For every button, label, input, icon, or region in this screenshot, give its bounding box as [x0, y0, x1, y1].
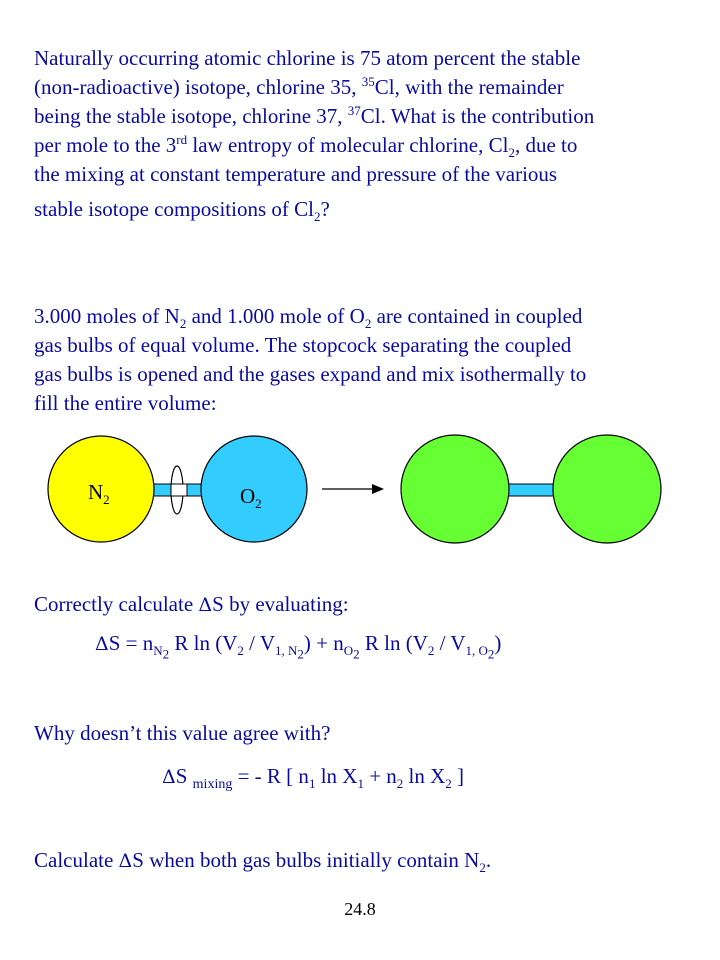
mixed-bulb-right [553, 435, 661, 543]
stopcock-handle [171, 484, 187, 496]
p1-line2: (non-radioactive) isotope, chlorine 35, $^{35}$Cl, with the remainder [34, 74, 564, 99]
page-number: 24.8 [344, 899, 376, 919]
mixing-equation: ΔS $_{mixing}$ = - R [ $n_1$ $\ln X_1 + n_2$ $\ln X_2$ ] [162, 764, 465, 793]
mixed-bulb-left [401, 435, 509, 543]
p1-line4: per mole to the 3rd law entropy of molecular chlorine, $Cl_2$, due to [34, 132, 578, 161]
calc-heading: Correctly calculate ΔS by evaluating: [34, 592, 349, 616]
n2-bulb-label: $N_2$ [88, 480, 110, 507]
why-question: Why doesn’t this value agree with? [34, 721, 331, 745]
p1-line5: the mixing at constant temperature and pressure of the various [34, 162, 558, 186]
p1-line1: Naturally occurring atomic chlorine is 75 atom percent the stable [34, 46, 581, 70]
entropy-equation: $\Delta S = n_{N_2}$ R $\ln (V_2 / V_{1, N_2}) + n_{O_2}$ R $\ln (V_2 / V_{1, O_2})$ [95, 631, 502, 662]
p1-line3: being the stable isotope, chlorine 37, $^{37}$Cl. What is the contribution [34, 103, 595, 128]
p2-line2: gas bulbs of equal volume. The stopcock separating the coupled [34, 333, 572, 357]
final-question: Calculate ΔS when both gas bulbs initially contain $N_2$. [34, 848, 492, 876]
p1-line6: stable isotope compositions of $Cl_2$? [34, 197, 330, 225]
o2-bulb-label: $O_2$ [240, 484, 262, 511]
p2-line4: fill the entire volume: [34, 391, 217, 415]
p2-line3: gas bulbs is opened and the gases expand and mix isothermally to [34, 362, 587, 386]
p2-line1: 3.000 moles of $N_2$ and 1.000 mole of $O_2$ are contained in coupled [34, 304, 583, 332]
process-arrow-head [372, 484, 384, 494]
